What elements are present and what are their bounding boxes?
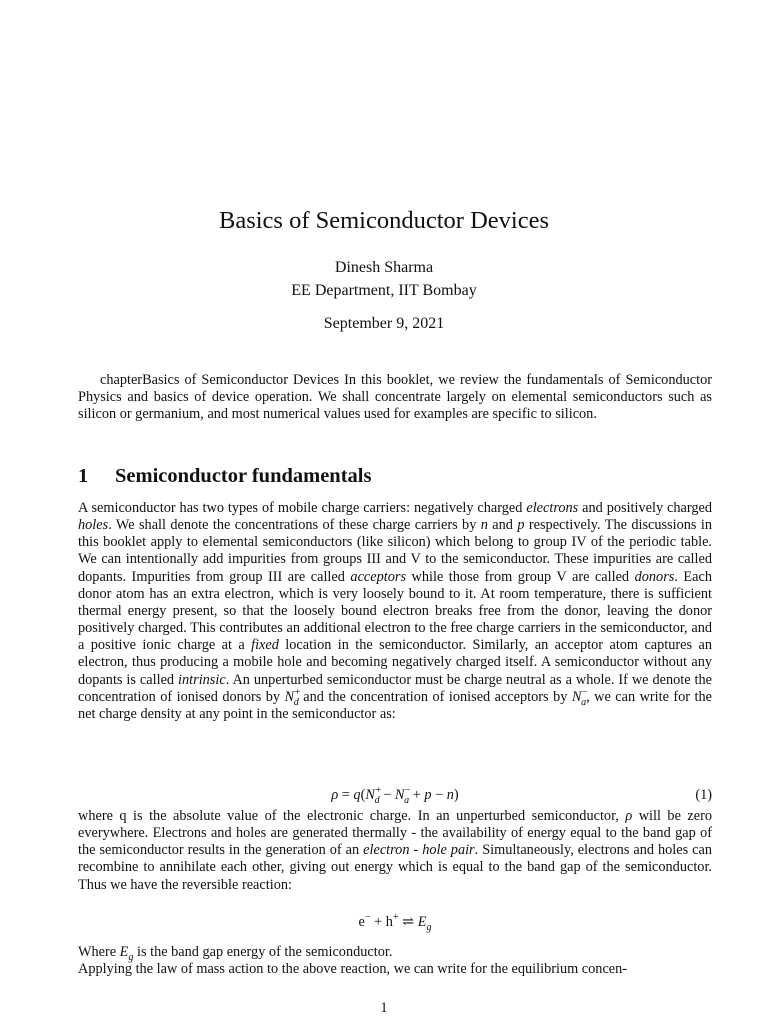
text-run: and positively charged	[578, 500, 713, 516]
text-run: A semiconductor has two types of mobile charge carriers: negatively charged	[78, 500, 527, 516]
text-run: will be zero everywhere. Electrons and holes are generated thermally - the availability of energy equal to the band gap of the semiconductor results in the generation of an	[78, 808, 713, 859]
text-run: , we can write for the net charge density at any point in the semiconductor as:	[78, 688, 712, 722]
symbol-nd-plus: $N^+_d$	[284, 686, 301, 708]
abstract-paragraph: chapterBasics of Semiconductor Devices In this booklet, we review the fundamentals of Semiconductor Physics and basics of device operation. We shall concentrate largely on elemental semiconductors such as silicon or germanium, and most numerical values used for examples are specific to silicon.	[78, 372, 712, 423]
equation-1-number: (1)	[695, 787, 712, 803]
symbol-p: p	[517, 517, 525, 534]
term-donors: donors	[634, 568, 675, 585]
symbol-na-minus: $N^-_a$	[571, 686, 589, 708]
text-run: where q is the absolute value of the electronic charge. In an unperturbed semiconductor,	[78, 808, 626, 824]
text-run: respectively. The discussions in this booklet apply to elemental semiconductors (like silicon) which belong to group IV of the periodic table. We can intentionally add impurities from groups III and V to the semiconductor. These impurities are called dopants. Impurities from group III are called	[78, 517, 712, 585]
page-number: 1	[380, 1000, 388, 1016]
text-run: and the concentration of ionised acceptors by	[298, 688, 572, 705]
text-run: and	[487, 517, 518, 534]
text-run: Applying the law of mass action to the above reaction, we can write for the equilibrium concen-	[78, 961, 628, 978]
text-run: while those from group V are called	[406, 568, 635, 585]
section-title: Semiconductor fundamentals	[115, 465, 372, 487]
equation-1	[78, 785, 712, 805]
paper-date: September 9, 2021	[323, 315, 445, 332]
author-affiliation: EE Department, IIT Bombay	[291, 282, 477, 299]
section-number: 1	[78, 465, 89, 487]
text-run: location in the semiconductor. Similarly, an acceptor atom captures an electron, thus producing a mobile hole and becoming negatively charged itself. A semiconductor without any dopants is called	[78, 637, 712, 688]
text-run: is the band gap energy of the semiconductor.	[133, 944, 393, 960]
body-paragraph-1	[78, 500, 712, 723]
text-run: . We shall denote the concentrations of these charge carriers by	[108, 517, 481, 534]
reaction-equation: e− + h+ ⇌ $E_g$	[358, 912, 432, 933]
term-fixed: fixed	[251, 637, 279, 654]
text-run: . Simultaneously, electrons and holes can recombine to annihilate each other, giving out energy which is equal to the band gap of the semiconductor. Thus we have the reversible reaction:	[78, 842, 712, 893]
term-holes: holes	[78, 517, 109, 534]
text-run: Where	[78, 944, 120, 960]
paper-title: Basics of Semiconductor Devices	[219, 207, 549, 234]
term-electrons: electrons	[526, 500, 579, 516]
text-run: . An unperturbed semiconductor must be charge neutral as a whole. If we denote the concentration of ionised donors by	[78, 671, 712, 705]
symbol-eg: $E_g$	[119, 944, 134, 963]
term-electron-hole-pair: electron - hole pair	[363, 842, 475, 859]
equation-1-expression: $\rho = q(N^+_d - N^-_a + p - n)$	[331, 785, 459, 806]
term-intrinsic: intrinsic	[178, 671, 226, 688]
author-name: Dinesh Sharma	[334, 259, 434, 276]
section-heading	[78, 463, 712, 489]
body-paragraph-2	[78, 808, 712, 894]
term-acceptors: acceptors	[350, 568, 407, 585]
text-run: . Each donor atom has an extra electron, which is very loosely bound to it. At room temperature, there is sufficient thermal energy present, so that the loosely bound electron breaks free from the donor, leaving the donor positively charged. This contributes an additional electron to the free charge carriers in the semiconductor, and a positive ionic charge at a	[78, 568, 712, 654]
symbol-rho: ρ	[625, 808, 633, 824]
symbol-n: n	[480, 517, 488, 534]
body-paragraph-3	[78, 944, 712, 978]
